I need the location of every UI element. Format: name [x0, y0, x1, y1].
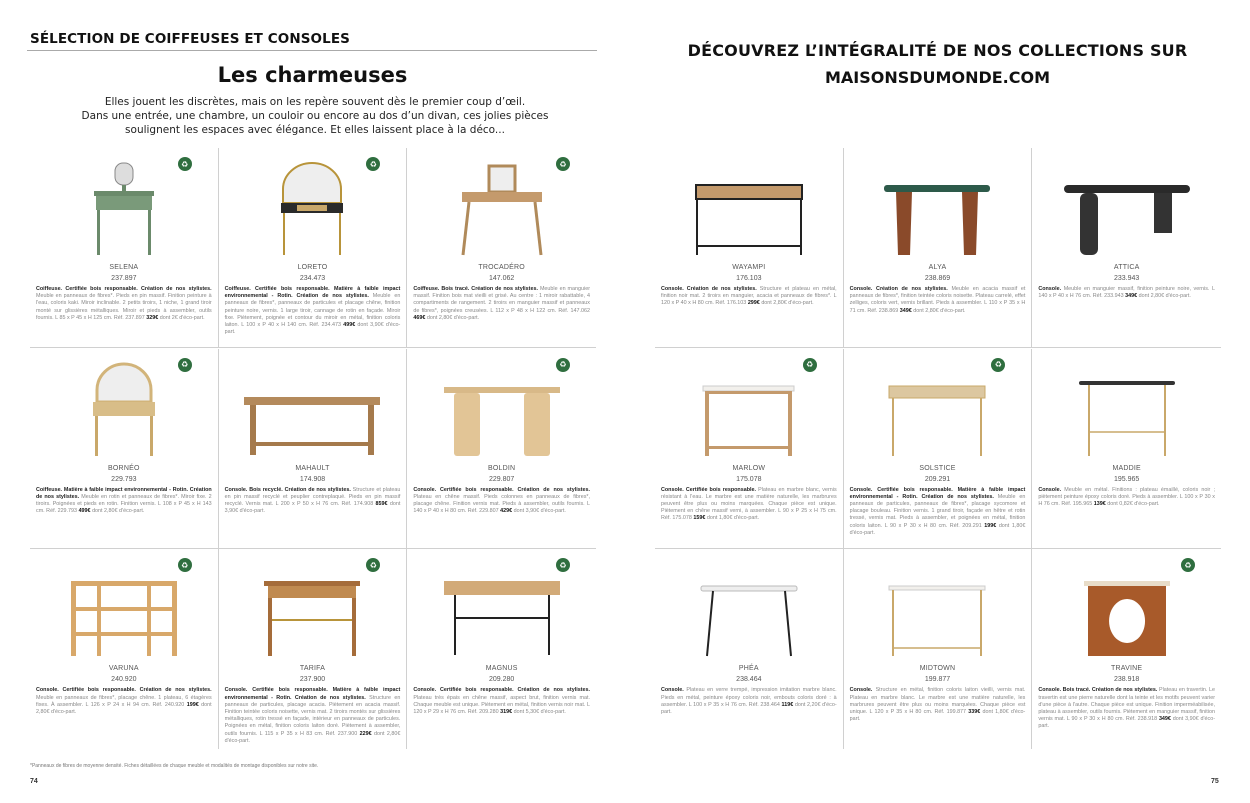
product-ref: 234.473 — [299, 275, 326, 282]
website-link[interactable]: MAISONSDUMONDE.COM — [824, 68, 1051, 87]
product-price: 199€ — [186, 701, 199, 708]
product-ref: 237.900 — [299, 676, 326, 684]
product-name: MARLOW — [732, 464, 766, 472]
product-price: 859€ — [375, 501, 388, 508]
product-ref: 147.062 — [489, 275, 515, 282]
product-price: 319€ — [500, 708, 513, 715]
product-description: Console. Création de nos stylistes. Meuble en acacia massif et panneaux de fibres*, finition teintée coloris noisette. Plateau carrelé, effet zelliges, coloris vert, vernis brillant. Pieds à assembler. L 110 x P 35 x H 71 cm. Réf. 238.869 349€ dont 2,80€ d'éco-part. — [849, 286, 1026, 314]
product-description: Console. Meuble en manguier massif, finition peinture noire, vernis. L 140 x P 40 x H 76 cm. Réf. 233.943 349€ dont 2,80€ d'éco-part. — [1038, 286, 1215, 300]
product-price: 229€ — [359, 730, 372, 737]
product-ref: 233.943 — [1114, 275, 1140, 282]
product-card[interactable] — [219, 549, 408, 749]
product-ref: 237.897 — [111, 275, 137, 282]
product-price: 329€ — [146, 314, 159, 321]
product-card[interactable] — [655, 349, 844, 549]
product-name: SOLSTICE — [919, 464, 956, 472]
product-card[interactable] — [219, 148, 408, 348]
section-title: SÉLECTION DE COIFFEUSES ET CONSOLES — [30, 31, 350, 47]
page-title: Les charmeuses — [217, 63, 408, 87]
product-description: Console. Création de nos stylistes. Structure et plateau en métal, finition noir mat. 2 tiroirs en manguier, acacia et panneaux de fibres*. L 120 x P 40 x H 80 cm. Réf. 176.103 299€ dont 2,80€ d'éco-part. — [661, 286, 837, 307]
product-price: 349€ — [1158, 716, 1171, 723]
product-price: 499€ — [343, 322, 356, 329]
eco-badge-icon: ♻ — [991, 358, 1005, 372]
product-ref: 174.908 — [299, 475, 326, 483]
eco-badge-icon: ♻ — [803, 358, 817, 372]
product-price: 499€ — [78, 508, 91, 515]
product-card[interactable] — [407, 349, 596, 549]
product-name: ALYA — [928, 264, 947, 271]
product-description: Coiffeuse. Certifiée bois responsable. Matière à faible impact environnemental - Rotin. Création de nos stylistes. Meuble en panneaux de fibres*, panneaux de particules et placage chêne, finition peinture noire, vernis. 1 large tiroir, cannage de rotin en façade. Miroir fixe. Piètement, poignée et contour du miroir en métal, finition coloris laiton. L 100 x P 40 x H 140 cm. Réf. 234.473 499€ dont 3,90€ d'éco-part. — [224, 286, 401, 336]
product-name: PHÉA — [738, 665, 759, 673]
product-card[interactable] — [655, 148, 844, 348]
right-page — [625, 0, 1250, 803]
product-card[interactable] — [219, 349, 408, 549]
product-image — [850, 152, 1026, 256]
product-price: 349€ — [899, 307, 912, 314]
eco-badge-icon: ♻ — [178, 558, 192, 572]
product-card[interactable] — [30, 549, 219, 749]
product-description: Console. Bois tracé. Création de nos stylistes. Plateau en travertin. Le travertin est une pierre naturelle dont la teinte et les motifs peuvent varier d'une pièce à l'autre. Chaque pièce est unique. Finition imperméabilisée, plateau à assembler, outils fournis. Piètement en manguier massif, finition vernis mat. L 90 x P 30 x H 80 cm. Réf. 238.918 349€ dont 3,90€ d'éco-part. — [1038, 687, 1216, 730]
product-ref: 195.965 — [1114, 475, 1140, 483]
product-description: Console. Certifiée bois responsable. Matière à faible impact environnemental - Rotin. Création de nos stylistes. Meuble en panneaux de particules, panneaux de fibres*, placage sycomore et placage bouleau. Finition vernis. 1 grand tiroir, façade en hêtre et rotin tressé, vernis mat. Pieds à assembler, et poignées en métal, finition coloris laiton. L 90 x P 30 x H 80 cm. Réf. 209.291 199€ dont 1,80€ d'éco-part. — [849, 486, 1026, 536]
product-description: Console. Plateau en verre trempé, impression imitation marbre blanc. Pieds en métal, peinture époxy coloris noir, embouts coloris doré : à assembler. L 100 x P 35 x H 76 cm. Réf. 238.464 119€ dont 2,20€ d'éco-part. — [661, 687, 837, 715]
eco-badge-icon: ♻ — [556, 358, 570, 372]
product-image — [413, 553, 590, 657]
product-image — [36, 353, 212, 457]
eco-badge-icon: ♻ — [366, 558, 380, 572]
product-name: MIDTOWN — [919, 665, 956, 673]
eco-badge-icon: ♻ — [178, 358, 192, 372]
product-image — [850, 553, 1026, 657]
product-image — [1038, 353, 1215, 457]
intro-line: Elles jouent les discrètes, mais on les repère souvent dès le premier coup d’œil. — [104, 96, 526, 108]
product-name: BORNÉO — [108, 464, 140, 472]
product-ref: 209.280 — [489, 676, 515, 684]
product-price: 429€ — [500, 508, 513, 515]
product-description: Coiffeuse. Matière à faible impact environnemental - Rotin. Création de nos stylistes. Meuble en rotin et panneaux de fibres*. Miroir fixe. 2 tiroirs. Poignées et pieds en rotin. Finition vernis. L 108 x P 45 x H 143 cm. Réf. 229.793 499€ dont 2,80€ d'éco-part. — [36, 486, 212, 515]
product-description: Console. Meuble en métal. Finitions : plateau émaillé, coloris noir ; piètement peinture époxy coloris doré. Pieds à assembler. L 100 x P 30 x H 76 cm. Réf. 195.965 139€ dont 0,82€ d'éco-part. — [1038, 486, 1215, 508]
product-ref: 238.918 — [1114, 676, 1140, 684]
eco-badge-icon: ♻ — [556, 157, 570, 171]
product-card[interactable] — [844, 148, 1033, 348]
product-card[interactable] — [844, 349, 1033, 549]
promo-text: DÉCOUVREZ L’INTÉGRALITÉ DE NOS COLLECTIONS SUR — [687, 41, 1188, 60]
eco-badge-icon: ♻ — [366, 157, 380, 171]
product-card[interactable] — [844, 549, 1033, 749]
product-image — [36, 553, 212, 657]
section-divider — [27, 50, 597, 51]
product-image — [1038, 152, 1215, 256]
product-image — [413, 353, 590, 457]
page-number: 75 — [1211, 778, 1219, 785]
product-name: TROCADÉRO — [478, 264, 525, 271]
product-image — [661, 152, 837, 256]
product-name: VARUNA — [108, 665, 139, 673]
product-description: Coiffeuse. Certifiée bois responsable. Création de nos stylistes. Meuble en panneaux de fibres*. Pieds en pin massif. Finition peinture à l'eau, coloris kaki. Miroir inclinable. 2 petits tiroirs, 1 niche, 1 grand tiroir monté sur glissières métalliques. Miroir et pieds à assembler, outils fournis. L 85 x P 45 x H 125 cm. Réf. 237.897 329€ dont 2€ d'éco-part. — [36, 286, 212, 321]
product-ref: 240.920 — [111, 676, 137, 684]
product-grid-left — [30, 148, 596, 750]
product-name: WAYAMPI — [732, 264, 766, 271]
product-name: LORETO — [297, 264, 328, 271]
product-image — [225, 353, 401, 457]
product-card[interactable] — [407, 549, 596, 749]
product-name: TRAVINE — [1111, 665, 1143, 673]
product-name: MAHAULT — [295, 464, 330, 472]
product-image — [36, 152, 212, 256]
product-image — [413, 152, 590, 256]
product-ref: 199.877 — [924, 676, 951, 684]
product-name: BOLDIN — [488, 464, 516, 472]
product-ref: 176.103 — [736, 275, 762, 282]
product-name: TARIFA — [299, 665, 326, 673]
product-description: Console. Certifiée bois responsable. Création de nos stylistes. Plateau très épais en chêne massif, aspect brut, finition vernis mat. Chaque meuble est unique. Piètement en métal, finition vernis noir mat. L 120 x P 29 x H 76 cm. Réf. 209.280 319€ dont 5,30€ d'éco-part. — [413, 687, 590, 715]
product-price: 139€ — [1093, 501, 1106, 508]
product-price: 339€ — [968, 708, 981, 715]
product-card[interactable] — [30, 349, 219, 549]
product-card[interactable] — [1032, 349, 1221, 549]
product-ref: 229.793 — [111, 475, 137, 483]
intro-line: soulignent les espaces avec élégance. Et elles laissent place à la déco... — [125, 124, 505, 136]
intro-text — [80, 95, 550, 137]
product-image — [1038, 553, 1215, 657]
product-image — [225, 152, 401, 256]
product-card[interactable] — [1032, 549, 1221, 749]
product-card[interactable] — [407, 148, 596, 348]
product-name: ATTICA — [1113, 264, 1140, 271]
eco-badge-icon: ♻ — [1181, 558, 1195, 572]
product-card[interactable] — [30, 148, 219, 348]
product-description: Console. Certifiée bois responsable. Matière à faible impact environnemental - Rotin. Création de nos stylistes. Structure en panneaux de particules, placage acacia. Piètement en acacia massif. Finition teintée coloris noisette, vernis mat. 2 tiroirs montés sur glissières métalliques, rotin tressé en façade, intérieur en panneaux de particules. Poignées en métal, finition coloris laiton doré. Piètement à assembler, outils fournis. L 115 x P 35 x H 83 cm. Réf. 237.900 229€ dont 2,80€ d'éco-part. — [224, 687, 401, 744]
product-price: 159€ — [693, 515, 706, 522]
product-image — [225, 553, 401, 657]
footnote: *Panneaux de fibres de moyenne densité. Fiches détaillées de chaque meuble et modalités de montage disponibles sur notre site. — [30, 763, 319, 769]
product-price: 199€ — [984, 522, 997, 529]
product-description: Console. Certifiée bois responsable. Création de nos stylistes. Meuble en panneaux de fibres*, placage chêne. 1 plateau, 6 étagères fixes. À assembler. L 126 x P 24 x H 94 cm. Réf. 240.920 199€ dont 2,80€ d'éco-part. — [36, 687, 212, 715]
product-price: 349€ — [1125, 293, 1138, 300]
product-description: Console. Certifiée bois responsable. Création de nos stylistes. Plateau en chêne massif. Pieds colonnes en panneaux de fibres*, placage chêne. Finition vernis mat. Pieds à assembler, outils fournis. L 140 x P 40 x H 80 cm. Réf. 229.807 429€ dont 3,90€ d'éco-part. — [413, 486, 590, 515]
intro-line: Dans une entrée, une chambre, un couloir ou encore au dos d’un divan, ces jolies pièces — [81, 110, 549, 122]
product-name: SELENA — [109, 264, 139, 271]
product-card[interactable] — [1032, 148, 1221, 348]
product-ref: 238.464 — [736, 676, 762, 684]
product-name: MAGNUS — [485, 665, 518, 673]
product-ref: 238.869 — [924, 275, 951, 282]
eco-badge-icon: ♻ — [556, 558, 570, 572]
product-description: Console. Bois recyclé. Création de nos stylistes. Structure et plateau en pin massif recyclé et peuplier contreplaqué. Pieds en pin massif recyclé. Vernis mat. L 200 x P 50 x H 76 cm. Réf. 174.908 859€ dont 3,90€ d'éco-part. — [224, 486, 401, 515]
product-image — [850, 353, 1026, 457]
product-image — [661, 553, 837, 657]
product-description: Console. Structure en métal, finition coloris laiton vieilli, vernis mat. Plateau en marbre blanc. Le marbre est une matière naturelle, les marbrures peuvent être plus ou moins marquées. Chaque pièce est unique. L 120 x P 35 x H 80 cm. Réf. 199.877 339€ dont 1,80€ d'éco-part. — [849, 687, 1026, 723]
promo-banner — [625, 41, 1250, 87]
product-description: Coiffeuse. Bois tracé. Création de nos stylistes. Meuble en manguier massif. Finition bois mat vieilli et grisé. Au centre : 1 miroir rabattable, 4 compartiments de rangement. 2 tiroirs en manguier massif et panneaux de fibres*, poignées creusées. L 112 x P 48 x H 122 cm. Réf. 147.062 469€ dont 2,80€ d'éco-part. — [413, 286, 590, 321]
product-description: Console. Certifiée bois responsable. Plateau en marbre blanc, vernis résistant à l'eau. Le marbre est une matière naturelle, les marbrures peuvent être plus ou moins marquées. Chaque pièce est unique. Piètement en chêne massif verni, à assembler. L 90 x P 25 x H 75 cm. Réf. 175.078 159€ dont 1,80€ d'éco-part. — [661, 486, 837, 522]
product-grid-right — [655, 148, 1221, 750]
product-ref: 209.291 — [924, 475, 951, 483]
eco-badge-icon: ♻ — [178, 157, 192, 171]
page-number: 74 — [30, 778, 38, 785]
product-ref: 229.807 — [489, 475, 515, 483]
product-card[interactable] — [655, 549, 844, 749]
product-price: 299€ — [747, 300, 760, 307]
product-image — [661, 353, 837, 457]
product-price: 119€ — [781, 701, 794, 708]
product-name: MADDIE — [1112, 464, 1141, 472]
product-ref: 175.078 — [736, 475, 762, 483]
product-price: 469€ — [413, 314, 426, 321]
